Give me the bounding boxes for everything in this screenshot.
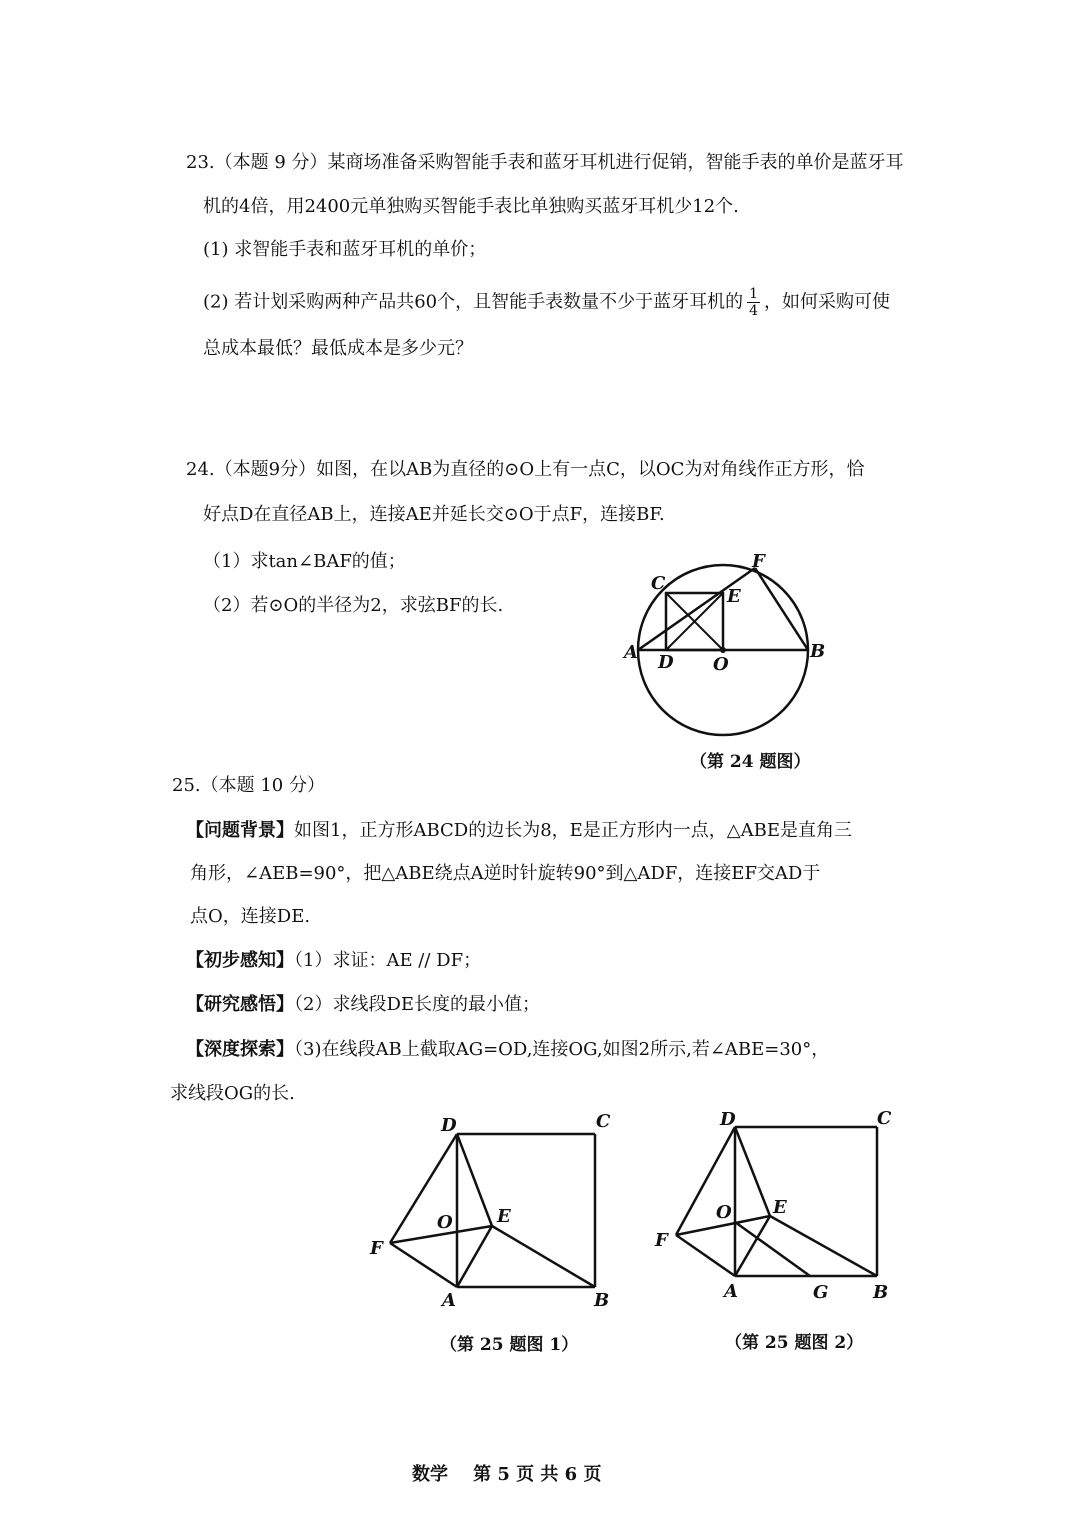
q25-part2-text: （2）求线段DE长度的最小值； [294,994,541,1015]
label-c: C [596,1111,611,1132]
q25-bg-line1 [186,820,852,842]
q25-part1-text: （1）求证：AE // DF； [294,950,482,971]
segment-de [735,1127,770,1216]
q24-line2: 好点D在直径AB上，连接AE并延长交⊙O于点F，连接BF. [203,504,665,525]
q25-bg-text1: 如图1，正方形ABCD的边长为8，E是正方形内一点，△ABE是直角三 [294,820,853,841]
label-d: D [658,652,674,673]
q25-part1 [186,950,481,972]
label-a: A [442,1290,456,1311]
label-e: E [497,1206,511,1227]
label-f: F [655,1230,668,1251]
tag-initial-perception: 【初步感知】 [186,950,294,971]
q25-figure-1 [360,1100,620,1320]
label-a: A [624,642,638,663]
q25-bg-line3: 点O，连接DE. [190,906,311,927]
q24-part1: （1）求tan∠BAF的值； [203,551,406,572]
segment-og [735,1222,810,1276]
q25-figure-2-caption: （第 25 题图 2） [725,1333,864,1353]
q24-figure [610,548,840,748]
segment-eb [492,1226,595,1287]
label-f: F [370,1238,383,1259]
label-e: E [773,1197,787,1218]
label-b: B [810,641,826,662]
segment-de [457,1134,492,1226]
q25-part3 [186,1039,829,1061]
q23-line1: 23.（本题 9 分）某商场准备采购智能手表和蓝牙耳机进行促销，智能手表的单价是蓝牙耳 [186,152,904,173]
q24-part2: （2）若⊙O的半径为2，求弦BF的长. [203,595,504,616]
q23-part1: (1) 求智能手表和蓝牙耳机的单价； [203,239,487,260]
segment-af [676,1235,735,1276]
label-g: G [813,1282,829,1303]
page-footer: 数学 第 5 页 共 6 页 [412,1464,602,1485]
label-o: O [716,1202,732,1223]
label-c: C [651,573,666,594]
q25-part3-line2: 求线段OG的长. [170,1083,295,1104]
segment-eb [770,1216,877,1276]
label-e: E [727,586,741,607]
fraction-numerator: 1 [749,286,759,302]
q23-part2 [203,286,890,319]
label-o: O [437,1212,453,1233]
tag-deep-exploration: 【深度探索】 [186,1039,294,1060]
label-d: D [720,1109,736,1130]
fraction-denominator: 4 [749,303,759,319]
tag-research-insight: 【研究感悟】 [186,994,294,1015]
q25-part2 [186,994,540,1016]
label-f: F [752,551,765,572]
q23-part2-pre: (2) 若计划采购两种产品共60个，且智能手表数量不少于蓝牙耳机的 [203,291,744,313]
label-c: C [877,1108,892,1129]
tag-problem-background: 【问题背景】 [186,820,294,841]
q23-part2-post: ，如何采购可使 [764,291,891,313]
q25-part3-text: （3)在线段AB上截取AG=OD,连接OG,如图2所示,若∠ABE=30°， [294,1039,830,1060]
q23-part2-line2: 总成本最低？最低成本是多少元？ [203,338,473,359]
q25-bg-line2: 角形，∠AEB=90°，把△ABE绕点A逆时针旋转90°到△ADF，连接EF交AD于 [190,863,821,884]
center-o-dot [720,647,726,653]
q25-figure-2 [645,1100,905,1320]
label-o: O [713,654,729,675]
segment-ae [457,1226,492,1287]
q23-line2: 机的4倍，用2400元单独购买智能手表比单独购买蓝牙耳机少12个. [203,196,739,217]
label-a: A [724,1281,738,1302]
segment-af [390,1243,457,1287]
q24-line1: 24.（本题9分）如图，在以AB为直径的⊙O上有一点C，以OC为对角线作正方形，恰 [186,459,865,480]
q25-header: 25.（本题 10 分） [172,775,325,796]
q25-figure-1-caption: （第 25 题图 1） [440,1335,579,1355]
label-b: B [873,1282,889,1303]
label-b: B [594,1290,610,1311]
fraction-one-quarter [747,286,760,319]
label-d: D [441,1115,457,1136]
q24-caption: （第 24 题图） [690,752,811,772]
segment-bf [755,568,808,650]
